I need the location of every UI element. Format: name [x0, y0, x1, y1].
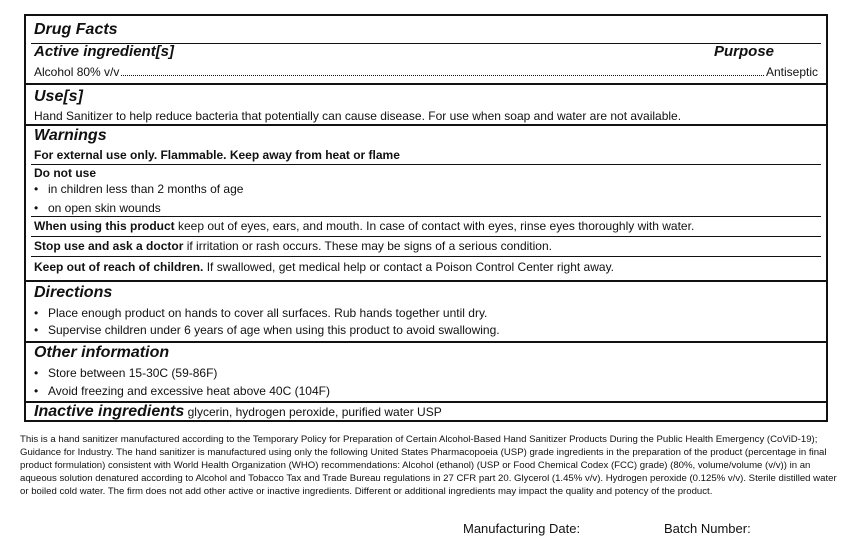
- do-not-use-item: • on open skin wounds: [34, 201, 161, 215]
- when-using-label: When using this product: [34, 219, 175, 233]
- keep-out-label: Keep out of reach of children.: [34, 260, 204, 274]
- other-info-item: • Avoid freezing and excessive heat above 40C (104F): [34, 384, 330, 398]
- uses-heading: Use[s]: [34, 88, 83, 105]
- footnote-paragraph: This is a hand sanitizer manufactured according to the Temporary Policy for Preparation of Certain Alcohol-Based Hand Sanitizer Products During the Public Health Emergency (CoViD-19); Guidance for Industry. The hand sanitizer is manufactured using only the following United States Pharmacopoeia (USP) grade ingredients in the preparation of the product (percentage in final product formulation) consistent with World Health Organization (WHO) recommendations: Alcohol (ethanol) (USP or Food Chemical Codex (FCC) grade) (80%, volume/volume (v/v)) in an aqueous solution denatured according to Alcohol and Tobacco Tax and Trade Bureau regulations in 27 CFR part 20. Glycerol (1.45% v/v). Hydrogen peroxide (0.125% v/v). Sterile distilled water or boiled cold water. The firm does not add other active or inactive ingredients. Different or additional ingredients may impact the quality and potency of the product.: [20, 434, 837, 497]
- inactive-ingredients-value: glycerin, hydrogen peroxide, purified water USP: [184, 405, 442, 419]
- other-info-item: • Store between 15-30C (59-86F): [34, 366, 217, 380]
- warnings-heading: Warnings: [34, 127, 107, 144]
- active-ingredients-heading: Active ingredient[s]: [34, 43, 175, 60]
- other-info-heading: Other information: [34, 344, 170, 361]
- warning-rule: [31, 164, 821, 165]
- do-not-use-item: • in children less than 2 months of age: [34, 182, 243, 196]
- warning-rule: [31, 216, 821, 217]
- manufacturing-date-label: Manufacturing Date:: [463, 521, 581, 536]
- active-ingredient-value: Alcohol 80% v/v: [34, 65, 120, 79]
- do-not-use-heading: Do not use: [34, 166, 96, 180]
- section-rule: [26, 280, 826, 282]
- when-using-line: [34, 219, 694, 233]
- directions-item: • Place enough product on hands to cover all surfaces. Rub hands together until dry.: [34, 306, 487, 320]
- batch-number-label: Batch Number:: [664, 521, 751, 536]
- section-rule: [26, 83, 826, 85]
- when-using-text: keep out of eyes, ears, and mouth. In case of contact with eyes, rinse eyes thoroughly with water.: [174, 219, 695, 233]
- directions-heading: Directions: [34, 284, 113, 301]
- stop-use-line: [34, 239, 552, 253]
- stop-use-label: Stop use and ask a doctor: [34, 239, 184, 253]
- dot-leader: [121, 75, 764, 76]
- uses-text: Hand Sanitizer to help reduce bacteria that potentially can cause disease. For use when soap and water are not available.: [34, 109, 682, 123]
- inactive-ingredients-line: [34, 403, 442, 421]
- purpose-value: Antiseptic: [765, 65, 818, 79]
- purpose-heading: Purpose: [713, 43, 774, 60]
- stop-use-text: if irritation or rash occurs. These may be signs of a serious condition.: [183, 239, 552, 253]
- keep-out-line: [34, 260, 614, 274]
- section-rule: [26, 341, 826, 343]
- inactive-ingredients-heading: Inactive ingredients: [34, 403, 185, 420]
- warning-rule: [31, 236, 821, 237]
- drug-facts-title: Drug Facts: [34, 21, 118, 38]
- external-use-warning: For external use only. Flammable. Keep away from heat or flame: [34, 148, 400, 162]
- warning-rule: [31, 256, 821, 257]
- drug-facts-panel: [24, 14, 828, 422]
- active-ingredient-row: [34, 65, 818, 79]
- directions-item: • Supervise children under 6 years of age when using this product to avoid swallowing.: [34, 323, 500, 337]
- section-rule: [26, 124, 826, 126]
- keep-out-text: If swallowed, get medical help or contact a Poison Control Center right away.: [203, 260, 615, 274]
